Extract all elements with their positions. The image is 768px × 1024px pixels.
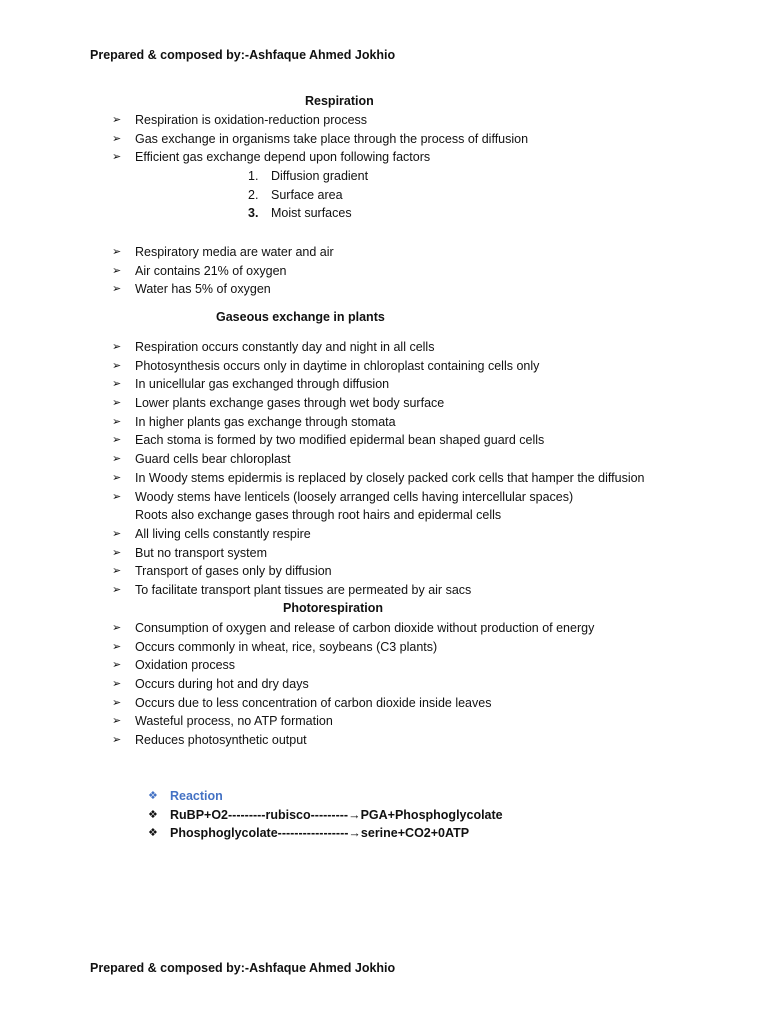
- list-item-text: Surface area: [271, 187, 343, 202]
- list-item: [0, 675, 594, 694]
- list-item: [0, 619, 594, 638]
- list-item-text: Moist surfaces: [271, 206, 352, 221]
- list-item: [0, 488, 645, 507]
- list-item: [0, 130, 528, 149]
- list-item-text: Occurs due to less concentration of carbon dioxide inside leaves: [135, 695, 492, 710]
- arrow-bullet-icon: ➢: [112, 640, 122, 653]
- list-item: [0, 638, 594, 657]
- list-item-text: Woody stems have lenticels (loosely arranged cells having intercellular spaces): [135, 489, 574, 504]
- reaction-title: Reaction: [170, 789, 223, 803]
- list-item-text: Roots also exchange gases through root hairs and epidermal cells: [135, 508, 502, 523]
- arrow-bullet-icon: ➢: [112, 565, 122, 578]
- arrow-bullet-icon: ➢: [112, 397, 122, 410]
- list-item-text: Photosynthesis occurs only in daytime in chloroplast containing cells only: [135, 358, 540, 373]
- list-item-text: Respiration is oxidation-reduction process: [135, 113, 368, 127]
- photorespiration-list: [0, 619, 594, 750]
- section-title-gaseous-exchange: Gaseous exchange in plants: [216, 310, 385, 324]
- arrow-bullet-icon: ➢: [112, 434, 122, 447]
- list-item-plain: [0, 506, 645, 525]
- list-number: 1.: [248, 169, 259, 183]
- list-item-text: Respiratory media are water and air: [135, 245, 334, 259]
- list-item: [0, 111, 528, 130]
- arrow-bullet-icon: ➢: [112, 583, 122, 596]
- list-item-text: Occurs commonly in wheat, rice, soybeans (C3 plants): [135, 639, 438, 654]
- list-item: [0, 262, 334, 281]
- list-item-text: Occurs during hot and dry days: [135, 677, 309, 692]
- list-number: 3.: [248, 206, 259, 221]
- list-item-text: Lower plants exchange gases through wet body surface: [135, 396, 445, 411]
- list-item-text: In higher plants gas exchange through stomata: [135, 414, 396, 429]
- list-item-text: Transport of gases only by diffusion: [135, 564, 332, 579]
- list-item: [0, 731, 594, 750]
- diamond-bullet-icon: ❖: [148, 790, 158, 802]
- list-item: [0, 712, 594, 731]
- reaction-heading: [0, 787, 503, 806]
- list-number: 2.: [248, 187, 259, 202]
- list-item: [0, 525, 645, 544]
- list-item-text: All living cells constantly respire: [135, 526, 311, 541]
- reaction-list: [0, 787, 503, 843]
- list-item: [0, 656, 594, 675]
- arrow-bullet-icon: ➢: [112, 715, 122, 728]
- arrow-bullet-icon: ➢: [112, 341, 122, 353]
- list-item: [0, 394, 645, 413]
- list-item: [0, 450, 645, 469]
- list-item: [0, 204, 368, 223]
- list-item-text: Respiration occurs constantly day and night in all cells: [135, 340, 435, 354]
- arrow-bullet-icon: ➢: [112, 622, 122, 634]
- arrow-bullet-icon: ➢: [112, 678, 122, 691]
- list-item-text: To facilitate transport plant tissues are permeated by air sacs: [135, 582, 472, 597]
- list-item-text: Consumption of oxygen and release of carbon dioxide without production of energy: [135, 621, 595, 635]
- reaction-text: Phosphoglycolate-----------------→serine+CO2+0ATP: [170, 826, 470, 841]
- list-item: [0, 413, 645, 432]
- list-item-text: Guard cells bear chloroplast: [135, 452, 291, 467]
- list-item: [0, 544, 645, 563]
- list-item-text: But no transport system: [135, 545, 268, 560]
- arrow-bullet-icon: ➢: [112, 114, 122, 126]
- list-item-text: Efficient gas exchange depend upon following factors: [135, 150, 431, 165]
- list-item: [0, 186, 368, 205]
- list-item-text: Air contains 21% of oxygen: [135, 263, 287, 278]
- gaseous-exchange-list: [0, 338, 645, 600]
- list-item: [0, 694, 594, 713]
- diamond-bullet-icon: ❖: [148, 827, 158, 840]
- list-item-text: In unicellular gas exchanged through diffusion: [135, 377, 390, 392]
- arrow-bullet-icon: ➢: [112, 527, 122, 540]
- arrow-bullet-icon: ➢: [112, 378, 122, 391]
- list-item-text: Diffusion gradient: [271, 169, 369, 183]
- arrow-bullet-icon: ➢: [112, 283, 122, 296]
- arrow-bullet-icon: ➢: [112, 151, 122, 164]
- list-item: [0, 431, 645, 450]
- list-item-text: Each stoma is formed by two modified epidermal bean shaped guard cells: [135, 433, 545, 448]
- reaction-text: RuBP+O2---------rubisco---------→PGA+Phosphoglycolate: [170, 807, 503, 822]
- list-item: [0, 357, 645, 376]
- list-item: [0, 148, 528, 167]
- arrow-bullet-icon: ➢: [112, 453, 122, 466]
- arrow-bullet-icon: ➢: [112, 659, 122, 672]
- list-item: [0, 167, 368, 186]
- respiration-list-a: [0, 111, 528, 167]
- arrow-bullet-icon: ➢: [112, 490, 122, 503]
- list-item-text: Oxidation process: [135, 658, 236, 673]
- arrow-bullet-icon: ➢: [112, 264, 122, 277]
- respiration-list-b: [0, 243, 334, 299]
- arrow-bullet-icon: ➢: [112, 546, 122, 559]
- arrow-bullet-icon: ➢: [112, 132, 122, 145]
- list-item-text: Water has 5% of oxygen: [135, 282, 271, 297]
- list-item: [0, 243, 334, 262]
- reaction-line: [0, 806, 503, 825]
- list-item: [0, 562, 645, 581]
- section-title-respiration: Respiration: [305, 94, 374, 108]
- factors-list: [0, 167, 368, 223]
- list-item: [0, 280, 334, 299]
- arrow-bullet-icon: ➢: [112, 415, 122, 428]
- arrow-bullet-icon: ➢: [112, 734, 122, 747]
- list-item: [0, 338, 645, 357]
- list-item-text: In Woody stems epidermis is replaced by closely packed cork cells that hamper the diffusion: [135, 470, 645, 485]
- page-footer: Prepared & composed by:-Ashfaque Ahmed Jokhio: [90, 961, 396, 975]
- list-item: [0, 469, 645, 488]
- reaction-line: [0, 824, 503, 843]
- arrow-bullet-icon: ➢: [112, 471, 122, 484]
- list-item: [0, 581, 645, 600]
- diamond-bullet-icon: ❖: [148, 808, 158, 821]
- arrow-bullet-icon: ➢: [112, 246, 122, 258]
- arrow-bullet-icon: ➢: [112, 696, 122, 709]
- section-title-photorespiration: Photorespiration: [283, 601, 384, 615]
- page-header: Prepared & composed by:-Ashfaque Ahmed Jokhio: [90, 48, 396, 62]
- list-item: [0, 375, 645, 394]
- list-item-text: Wasteful process, no ATP formation: [135, 714, 333, 729]
- arrow-bullet-icon: ➢: [112, 359, 122, 372]
- list-item-text: Gas exchange in organisms take place through the process of diffusion: [135, 131, 529, 146]
- list-item-text: Reduces photosynthetic output: [135, 733, 307, 748]
